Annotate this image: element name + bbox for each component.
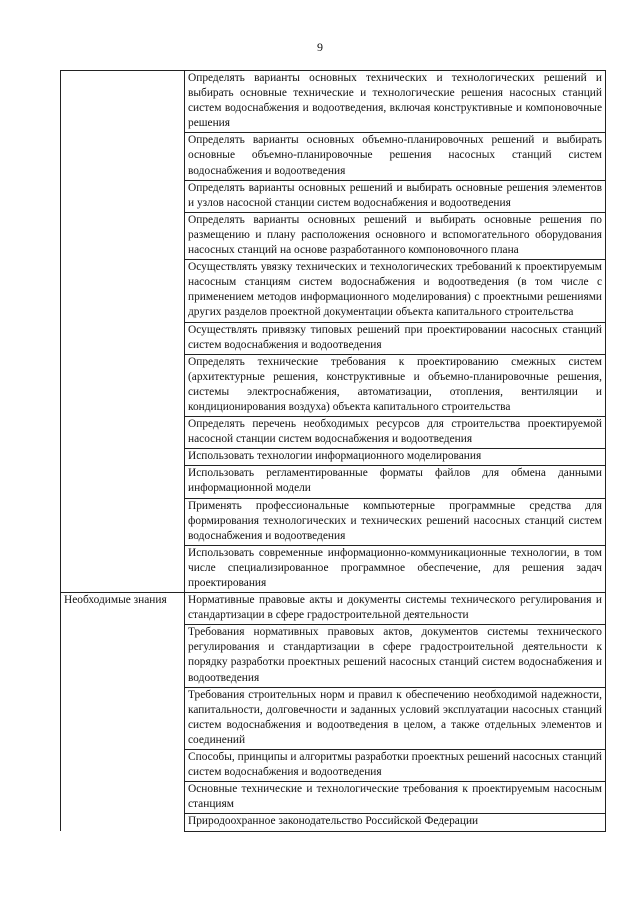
knowledge-item: Требования строительных норм и правил к обеспечению необходимой надежности, капитальности, долговечности и заданных условий эксплуатации насосных станций систем водоснабжения и водоотведения в целом, а также отдельных элементов и соединений (185, 687, 606, 749)
knowledge-item: Нормативные правовые акты и документы системы технического регулирования и стандартизации в сфере градостроительной деятельности (185, 593, 606, 625)
skills-item: Определять перечень необходимых ресурсов для строительства проектируемой насосной станции систем водоснабжения и водоотведения (185, 417, 606, 449)
skills-item: Осуществлять привязку типовых решений при проектировании насосных станций систем водоснабжения и водоотведения (185, 322, 606, 354)
skills-item: Применять профессиональные компьютерные программные средства для формирования технологических и технических решений насосных станций систем водоснабжения и водоотведения (185, 498, 606, 545)
skills-item: Осуществлять увязку технических и технологических требований к проектируемым насосным станциям систем водоснабжения и водоотведения (в том числе с применением методов информационного моделирования) с проектными решениями других разделов проектной документации объекта капитального строительства (185, 260, 606, 322)
skills-item: Определять технические требования к проектированию смежных систем (архитектурные решения, конструктивные и объемно-планировочные решения, системы электроснабжения, автоматизации, отопления, вентиляции и кондиционирования воздуха) объекта капитального строительства (185, 354, 606, 416)
skills-label (61, 71, 185, 593)
skills-item: Использовать технологии информационного моделирования (185, 449, 606, 466)
knowledge-label: Необходимые знания (61, 593, 185, 831)
knowledge-item: Основные технические и технологические требования к проектируемым насосным станциям (185, 782, 606, 814)
knowledge-row (61, 593, 606, 625)
skills-row (61, 71, 606, 133)
skills-item: Использовать современные информационно-коммуникационные технологии, в том числе специализированное программное обеспечение, для решения задач проектирования (185, 545, 606, 592)
skills-item: Определять варианты основных технических и технологических решений и выбирать основные технические и технологические решения насосных станций систем водоснабжения и водоотведения, включая конструктивные и компоновочные решения (185, 71, 606, 133)
page-number: 9 (317, 40, 323, 54)
skills-item: Определять варианты основных объемно-планировочных решений и выбирать основные объемно-планировочные решения насосных станций систем водоснабжения и водоотведения (185, 133, 606, 180)
knowledge-item: Требования нормативных правовых актов, документов системы технического регулирования и стандартизации в сфере градостроительной деятельности к порядку разработки проектных решений насосных станций систем водоснабжения и водоотведения (185, 625, 606, 687)
knowledge-item: Природоохранное законодательство Российской Федерации (185, 814, 606, 831)
skills-item: Определять варианты основных решений и выбирать основные решения элементов и узлов насосной станции систем водоснабжения и водоотведения (185, 180, 606, 212)
requirements-table (60, 70, 606, 832)
knowledge-item: Способы, принципы и алгоритмы разработки проектных решений насосных станций систем водоснабжения и водоотведения (185, 750, 606, 782)
skills-item: Определять варианты основных решений и выбирать основные решения по размещению и плану расположения основного и вспомогательного оборудования насосных станций на основе разработанного компоновочного плана (185, 212, 606, 259)
skills-item: Использовать регламентированные форматы файлов для обмена данными информационной модели (185, 466, 606, 498)
